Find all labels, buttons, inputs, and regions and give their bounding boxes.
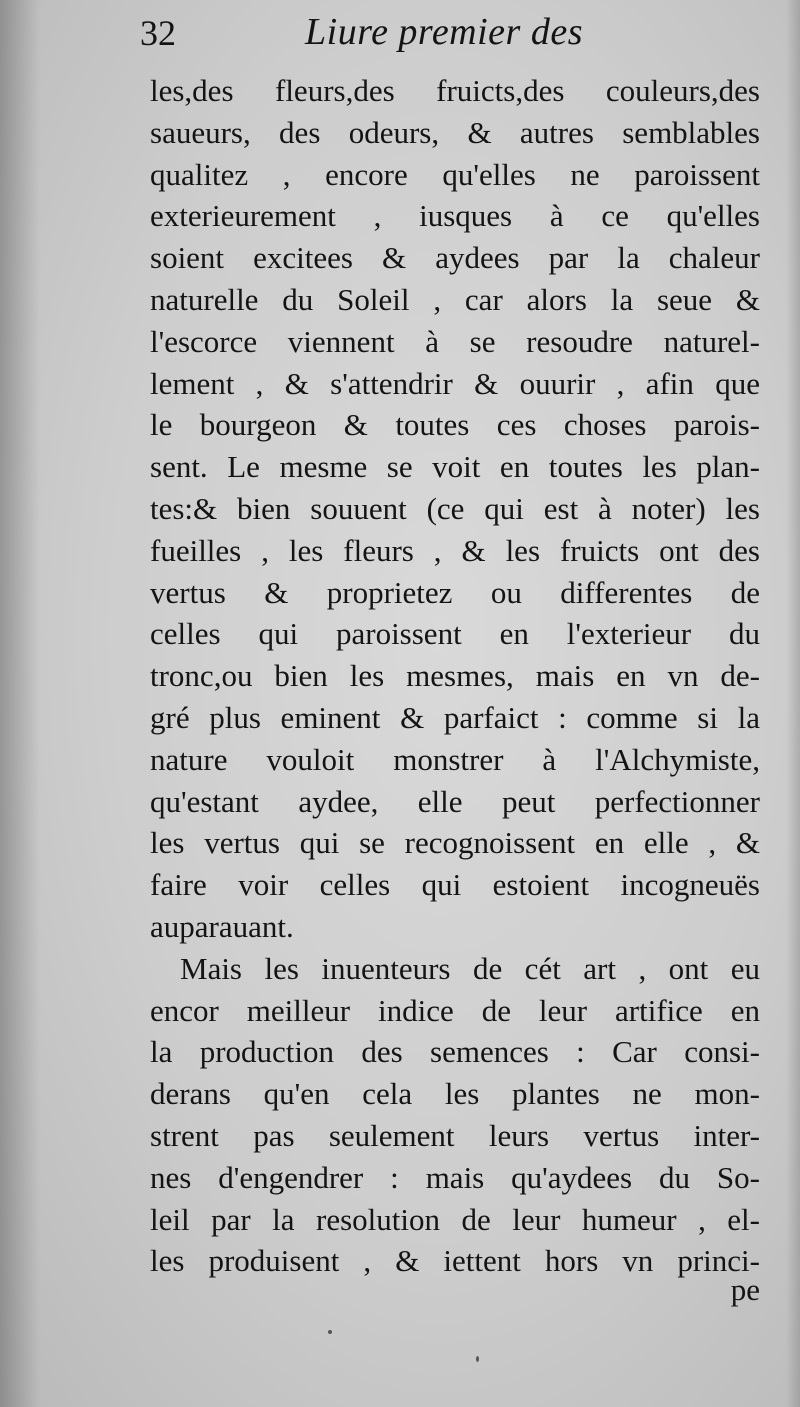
- text-line: leil par la resolution de leur humeur , el-: [150, 1201, 760, 1237]
- text-line: naturelle du Soleil , car alors la seue &: [150, 281, 760, 317]
- text-line: encor meilleur indice de leur artifice en: [150, 992, 760, 1028]
- running-title: Liure premier des: [305, 11, 583, 53]
- text-line: les,des fleurs,des fruicts,des couleurs,des: [150, 73, 760, 108]
- text-line: l'escorce viennent à se resoudre naturel-: [150, 323, 760, 359]
- page-edge-shadow: [786, 0, 800, 1407]
- text-line: lement , & s'attendrir & ouurir , afin que: [150, 365, 760, 401]
- text-line: strent pas seulement leurs vertus inter-: [150, 1117, 760, 1153]
- text-line: la production des semences : Car consi-: [150, 1034, 760, 1070]
- text-line: nature vouloit monstrer à l'Alchymiste,: [150, 741, 760, 777]
- catchword: pe: [730, 1272, 760, 1307]
- text-line: qualitez , encore qu'elles ne paroissent: [150, 156, 760, 192]
- text-line: qu'estant aydee, elle peut perfectionner: [150, 783, 760, 819]
- text-line: tes:& bien souuent (ce qui est à noter) les: [150, 490, 760, 526]
- page-number: 32: [140, 13, 176, 53]
- text-line: vertus & proprietez ou differentes de: [150, 574, 760, 610]
- text-line: nes d'engendrer : mais qu'aydees du So-: [150, 1159, 760, 1195]
- text-line: tronc,ou bien les mesmes, mais en vn de-: [150, 658, 760, 694]
- body-text: [150, 70, 760, 1282]
- text-line: exterieurement , iusques à ce qu'elles: [150, 198, 760, 234]
- text-line: fueilles , les fleurs , & les fruicts ont des: [150, 532, 760, 568]
- paragraph-end-line: auparauant.: [150, 908, 294, 944]
- running-head: [140, 8, 780, 64]
- text-line: soient excitees & aydees par la chaleur: [150, 240, 760, 276]
- text-line: celles qui paroissent en l'exterieur du: [150, 616, 760, 652]
- gutter-shadow: [0, 0, 40, 1407]
- text-line: le bourgeon & toutes ces choses parois-: [150, 407, 760, 443]
- text-line: gré plus eminent & parfaict : comme si la: [150, 699, 760, 735]
- text-line: les vertus qui se recognoissent en elle , &: [150, 825, 760, 861]
- paragraph-start-line: Mais les inuenteurs de cét art , ont eu: [180, 950, 760, 986]
- text-line: sent. Le mesme se voit en toutes les plan-: [150, 449, 760, 485]
- text-line: faire voir celles qui estoient incogneuës: [150, 867, 760, 903]
- ink-speck: [476, 1356, 479, 1362]
- text-line: derans qu'en cela les plantes ne mon-: [150, 1076, 760, 1112]
- text-line: saueurs, des odeurs, & autres semblables: [150, 114, 760, 150]
- ink-speck: [328, 1330, 332, 1334]
- text-line: les produisent , & iettent hors vn princi-: [150, 1243, 760, 1279]
